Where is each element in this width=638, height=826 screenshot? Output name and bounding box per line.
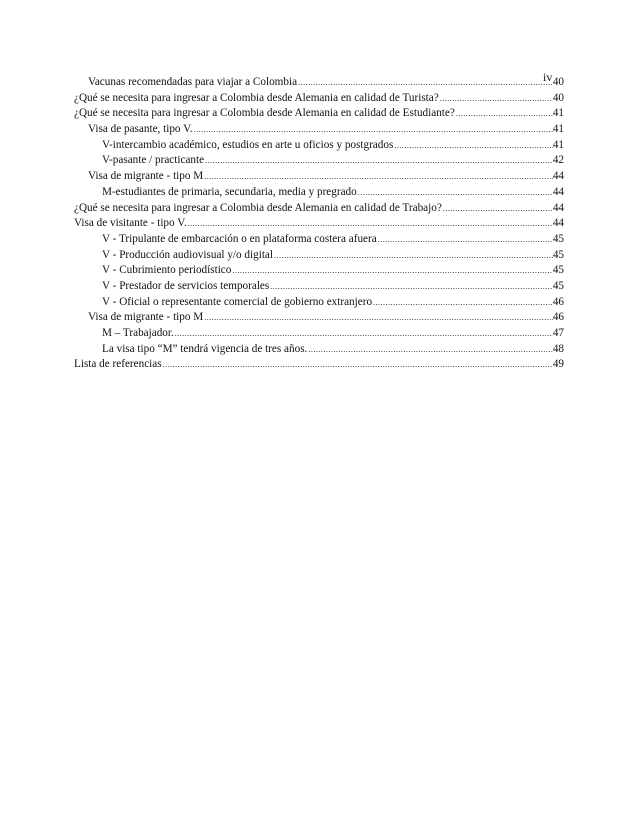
toc-dot-leader (273, 248, 553, 264)
toc-entry-page: 49 (552, 358, 564, 371)
toc-entry-page: 44 (552, 201, 564, 214)
toc-entry[interactable] (74, 106, 564, 122)
toc-entry[interactable] (74, 326, 564, 342)
toc-entry[interactable] (74, 91, 564, 107)
toc-dot-leader (439, 91, 553, 107)
toc-entry[interactable] (74, 248, 564, 264)
toc-entry-title: ¿Qué se necesita para ingresar a Colombia desde Alemania en calidad de Turista? (74, 91, 439, 104)
toc-entry-title: V - Tripulante de embarcación o en plataforma costera afuera (102, 232, 377, 245)
toc-dot-leader (297, 75, 553, 91)
toc-dot-leader (203, 310, 553, 326)
toc-entry-title: La visa tipo “M” tendrá vigencia de tres años. (102, 342, 308, 355)
toc-entry[interactable] (74, 122, 564, 138)
toc-entry[interactable] (74, 263, 564, 279)
toc-dot-leader (187, 216, 553, 232)
page-number: iv (543, 70, 553, 84)
toc-entry-title: Visa de pasante, tipo V. (88, 123, 193, 136)
toc-dot-leader (174, 326, 553, 342)
toc-entry-title: V-pasante / practicante (102, 154, 205, 167)
toc-entry-title: V - Cubrimiento periodístico (102, 264, 232, 277)
toc-entry-page: 40 (552, 91, 564, 104)
toc-dot-leader (162, 357, 553, 373)
toc-entry-page: 41 (552, 138, 564, 151)
toc-entry-page: 44 (552, 217, 564, 230)
toc-entry[interactable] (74, 169, 564, 185)
toc-entry[interactable] (74, 216, 564, 232)
toc-entry-title: ¿Qué se necesita para ingresar a Colombia desde Alemania en calidad de Estudiante? (74, 107, 455, 120)
toc-entry-page: 46 (552, 311, 564, 324)
toc-entry-page: 45 (552, 279, 564, 292)
toc-entry[interactable] (74, 201, 564, 217)
toc-entry-title: Visa de visitante - tipo V. (74, 217, 187, 230)
toc-entry[interactable] (74, 342, 564, 358)
toc-entry-page: 41 (552, 123, 564, 136)
toc-dot-leader (393, 138, 553, 154)
toc-dot-leader (307, 342, 552, 358)
toc-entry[interactable] (74, 153, 564, 169)
toc-entry[interactable] (74, 310, 564, 326)
toc-entry-title: V - Oficial o representante comercial de gobierno extranjero (102, 295, 373, 308)
toc-dot-leader (377, 232, 553, 248)
toc-entry-page: 45 (552, 264, 564, 277)
toc-dot-leader (442, 201, 553, 217)
toc-entry-page: 44 (552, 170, 564, 183)
toc-entry[interactable] (74, 357, 564, 373)
toc-dot-leader (203, 169, 553, 185)
toc-dot-leader (204, 153, 553, 169)
toc-entry-title: Vacunas recomendadas para viajar a Colombia (88, 76, 298, 88)
toc-entry-title: V-intercambio académico, estudios en arte u oficios y postgrados (102, 138, 394, 151)
toc-entry-title: V - Prestador de servicios temporales (102, 279, 270, 292)
toc-entry[interactable] (74, 185, 564, 201)
toc-dot-leader (357, 185, 553, 201)
toc-dot-leader (455, 106, 553, 122)
toc-entry-page: 45 (552, 232, 564, 245)
toc-entry-title: M – Trabajador. (102, 327, 174, 339)
toc-entry-title: ¿Qué se necesita para ingresar a Colombia desde Alemania en calidad de Trabajo? (74, 201, 442, 214)
toc-entry-page: 42 (552, 154, 564, 167)
toc-entry[interactable] (74, 295, 564, 311)
toc-entry-page: 47 (552, 327, 564, 339)
toc-entry[interactable] (74, 138, 564, 154)
toc-entry[interactable] (74, 279, 564, 295)
toc-entry-title: Lista de referencias (74, 358, 162, 371)
toc-entry-page: 41 (552, 107, 564, 120)
toc-dot-leader (372, 295, 553, 311)
toc-entry[interactable] (74, 232, 564, 248)
toc-entry-page: 45 (552, 248, 564, 261)
toc-entry-page: 46 (552, 295, 564, 308)
toc-dot-leader (269, 279, 553, 295)
toc-entry-title: V - Producción audiovisual y/o digital (102, 248, 274, 261)
toc-entry[interactable] (74, 75, 564, 91)
toc-entry-page: 40 (552, 76, 564, 88)
table-of-contents (74, 75, 564, 373)
toc-entry-title: M-estudiantes de primaria, secundaria, media y pregrado (102, 185, 357, 198)
toc-dot-leader (231, 263, 552, 279)
toc-dot-leader (193, 122, 553, 138)
toc-entry-title: Visa de migrante - tipo M (88, 170, 204, 183)
toc-entry-page: 44 (552, 185, 564, 198)
toc-entry-page: 48 (552, 342, 564, 355)
toc-entry-title: Visa de migrante - tipo M (88, 311, 204, 324)
